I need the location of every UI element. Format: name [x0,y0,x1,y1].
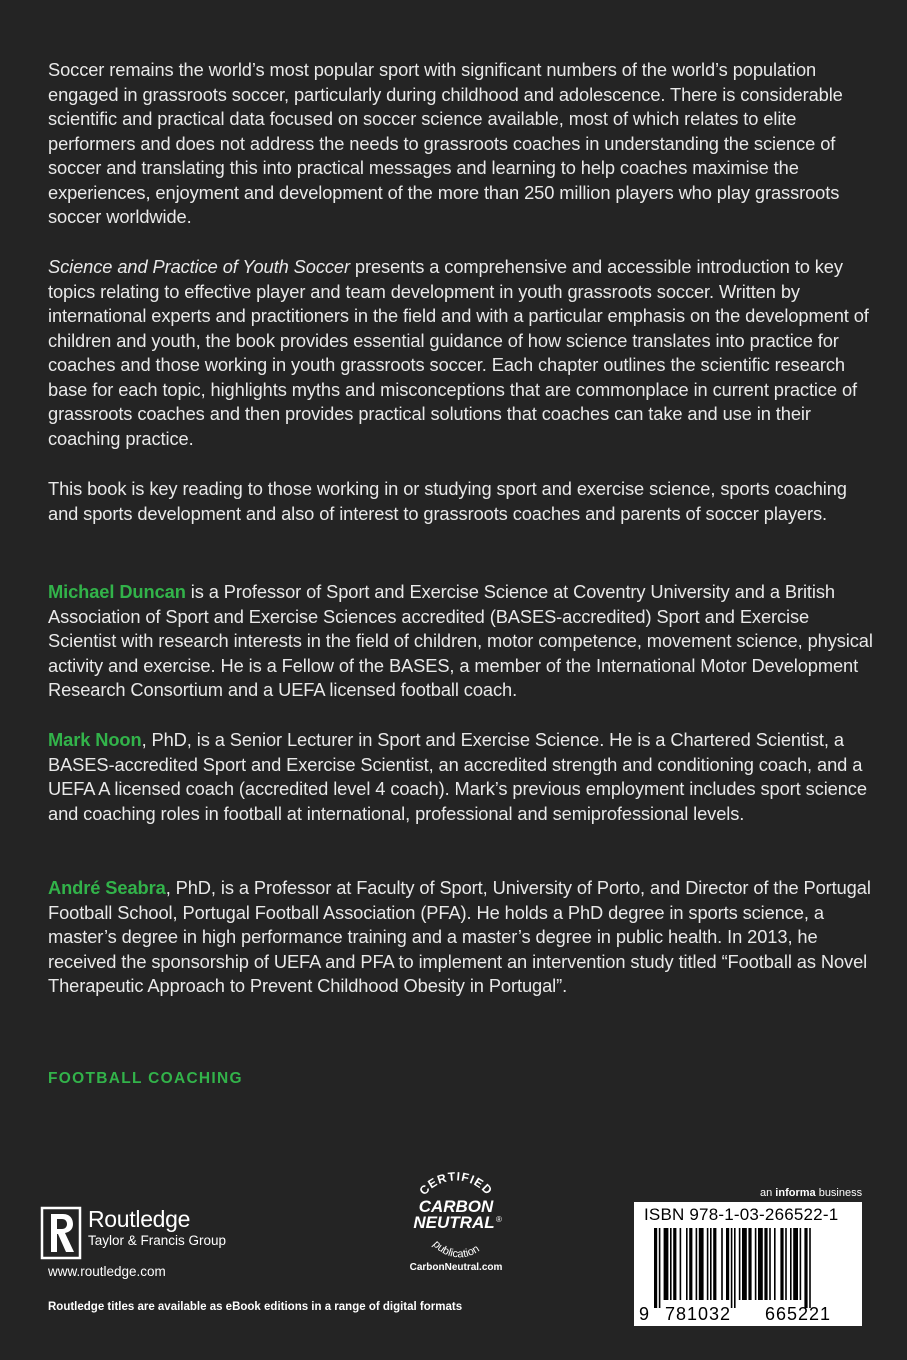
author-bio-noon [48,728,874,826]
informa-prefix: an [760,1187,776,1199]
isbn-group-2: 665221 [764,1304,832,1324]
barcode-bar [755,1228,757,1300]
barcode-bar [769,1228,771,1300]
barcode-bar [721,1228,723,1300]
author-bio-text: is a Professor of Sport and Exercise Science at Coventry University and a British Association of Sport and Exercise Sciences accredited (BASES-accredited) Sport and Exercise Scientist with research interests in the field of children, motor competence, movement science, physical activity and exercise. He is a Fellow of the BASES, a member of the International Motor Development Research Consortium and a UEFA licensed football coach. [48,581,873,700]
carbon-line1: CARBON [418,1197,494,1216]
barcode-bar [707,1228,709,1300]
carbon-url: CarbonNeutral.com [409,1262,503,1273]
barcode-bar [680,1228,682,1300]
barcode-bar [654,1228,657,1308]
barcode-bar [696,1228,698,1300]
carbon-publication-text: publication [430,1238,482,1261]
barcode-bar [764,1228,767,1300]
barcode-bars [654,1228,811,1308]
barcode-bar [686,1228,688,1300]
barcode-bar [689,1228,692,1300]
barcode-bar [699,1228,704,1300]
barcode-bar [739,1228,741,1300]
routledge-logo [40,1206,226,1260]
blurb-paragraph-2 [48,255,874,451]
svg-text:CERTIFIED [416,1169,495,1198]
barcode-bar [726,1228,729,1300]
barcode-bar [673,1228,676,1300]
barcode-bar [793,1228,798,1300]
barcode-bar [670,1228,672,1300]
book-title: Science and Practice of Youth Soccer [48,256,350,277]
isbn-label: ISBN 978-1-03-266522-1 [644,1205,839,1224]
publisher-block [40,1206,226,1279]
author-name: André Seabra [48,877,166,898]
barcode-bar [804,1228,807,1308]
informa-tagline [760,1187,862,1199]
author-bio-seabra [48,876,874,999]
author-bio-text: , PhD, is a Professor at Faculty of Sport, University of Porto, and Director of the Portugal Football School, Portugal Football Association (PFA). He holds a PhD degree in sports science, a master’s degree in high performance training and a master’s degree in public health. In 2013, he received the sponsorship of UEFA and PFA to implement an intervention study titled “Football as Novel Therapeutic Approach to Prevent Childhood Obesity in Portugal”. [48,877,871,996]
subject-category: FOOTBALL COACHING [48,1070,243,1087]
barcode-bar [774,1228,776,1300]
author-bio-duncan [48,580,874,703]
barcode-bar [785,1228,787,1300]
informa-suffix: business [815,1187,863,1199]
author-bio-text: , PhD, is a Senior Lecturer in Sport and Exercise Science. He is a Chartered Scientist, a BASES-accredited Sport and Exercise Scientist, an accredited strength and conditioning coach, and a UEFA A licensed coach (accredited level 4 coach). Mark’s previous employment includes sport science and coaching roles in football at international, professional and semiprofessional levels. [48,729,867,824]
barcode-bar [659,1228,661,1308]
barcode-bar [734,1228,736,1308]
isbn-barcode [634,1202,862,1326]
isbn-first-digit: 9 [639,1304,650,1324]
barcode-bar [790,1228,792,1300]
barcode-bar [664,1228,669,1300]
routledge-r-icon [40,1206,82,1260]
barcode-bar [758,1228,763,1300]
barcode-bar [742,1228,747,1300]
informa-brand: informa [775,1187,816,1199]
ebook-note: Routledge titles are available as eBook editions in a range of digital formats [48,1301,463,1313]
author-name: Michael Duncan [48,581,186,602]
barcode-bar [713,1228,716,1300]
blurb-paragraph-2-text: presents a comprehensive and accessible introduction to key topics relating to effective player and team development in youth grassroots soccer. Written by international experts and practitioners in the field and with a particular emphasis on the development of children and youth, the book provides essential guidance of how science translates into practice for coaches and those working in youth grassroots soccer. Each chapter outlines the scientific research base for each topic, highlights myths and misconceptions that are commonplace in current practice of grassroots coaches and then provides practical solutions that coaches can take and use in their coaching practice. [48,256,869,449]
barcode-bar [748,1228,751,1300]
isbn-group-1: 781032 [664,1304,732,1324]
carbon-line2: NEUTRAL [413,1213,495,1232]
barcode-bar [710,1228,712,1300]
publisher-group: Taylor & Francis Group [88,1233,227,1248]
svg-text:publication [430,1238,481,1260]
carbon-certified-text: CERTIFIED [416,1169,496,1198]
barcode-bar [800,1228,802,1300]
barcode-bar [809,1228,811,1308]
publisher-url[interactable]: www.routledge.com [48,1264,166,1279]
barcode-bar [731,1228,733,1308]
publisher-name: Routledge [88,1206,191,1232]
author-name: Mark Noon [48,729,142,750]
blurb-paragraph-3: This book is key reading to those working in or studying sport and exercise science, sports coaching and sports development and also of interest to grassroots coaches and parents of soccer players. [48,478,847,524]
blurb-paragraph-1: Soccer remains the world’s most popular sport with significant numbers of the world’s population engaged in grassroots soccer, particularly during childhood and adolescence. There is considerable scientific and practical data focused on soccer science available, most of which relates to elite performers and does not address the needs to grassroots coaches in understanding the science of soccer and translating this into practical messages and learning to help coaches maximise the experiences, enjoyment and development of the more than 250 million players who play grassroots soccer worldwide. [48,59,843,227]
carbon-registered-mark: ® [496,1215,502,1224]
barcode-bar [780,1228,783,1300]
